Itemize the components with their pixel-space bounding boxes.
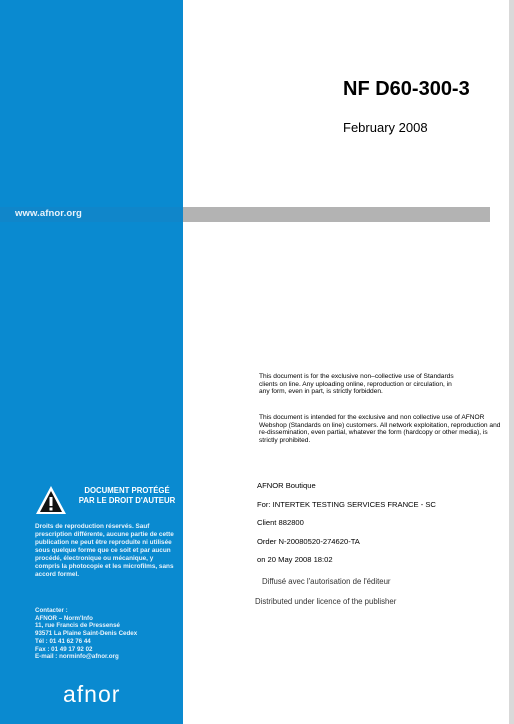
contact-email: E-mail : norminfo@afnor.org — [35, 653, 119, 661]
buyer-client-name: For: INTERTEK TESTING SERVICES FRANCE - SC — [257, 500, 436, 509]
distribution-french: Diffusé avec l'autorisation de l'éditeur — [262, 577, 391, 586]
standard-number: NF D60-300-3 — [343, 78, 470, 100]
buyer-boutique: AFNOR Boutique — [257, 481, 316, 490]
usage-notice-2: This document is intended for the exclusive and non collective use of AFNOR Webshop (Standards on line) customers. All network exploitation, reproduction and re-dissemination, even partial, whatever the form (hardcopy or other media), is strictly prohibited. — [259, 414, 501, 444]
protection-title-line-2: PAR LE DROIT D'AUTEUR — [78, 496, 176, 505]
contact-name: AFNOR – Norm'Info — [35, 614, 93, 622]
buyer-order-date: on 20 May 2008 18:02 — [257, 555, 333, 564]
protection-title — [74, 486, 180, 506]
copyright-text: Droits de reproduction réservés. Sauf prescription différente, aucune partie de cette publication ne peut être reproduite ni utilisée sous quelque forme que ce soit et par aucun procédé, électronique ou mécanique, y compris la photocopie et les microfilms, sans accord formel. — [35, 523, 174, 578]
contact-street: 11, rue Francis de Pressensé — [35, 622, 120, 630]
buyer-client-number: Client 882800 — [257, 518, 304, 527]
distribution-english: Distributed under licence of the publisher — [255, 597, 397, 606]
contact-phone: Tél : 01 41 62 76 44 — [35, 637, 91, 645]
website-band — [183, 207, 490, 222]
afnor-logo: afnor — [63, 681, 121, 707]
contact-fax: Fax : 01 49 17 92 02 — [35, 645, 93, 653]
contact-city: 93571 La Plaine Saint-Denis Cedex — [35, 630, 138, 638]
page-edge — [509, 0, 514, 724]
contact-heading: Contacter : — [35, 607, 68, 614]
buyer-order-number: Order N-20080520-274620-TA — [257, 537, 360, 546]
standard-date: February 2008 — [343, 120, 428, 135]
warning-icon — [34, 484, 68, 516]
protection-title-line-1: DOCUMENT PROTÉGÉ — [84, 486, 170, 495]
contact-block — [35, 607, 175, 661]
website-url: www.afnor.org — [15, 208, 82, 219]
usage-notice-1: This document is for the exclusive non–collective use of Standards clients on line. Any uploading online, reproduction or circulation, in any form, even in part, is strictly forbidden. — [259, 373, 454, 396]
